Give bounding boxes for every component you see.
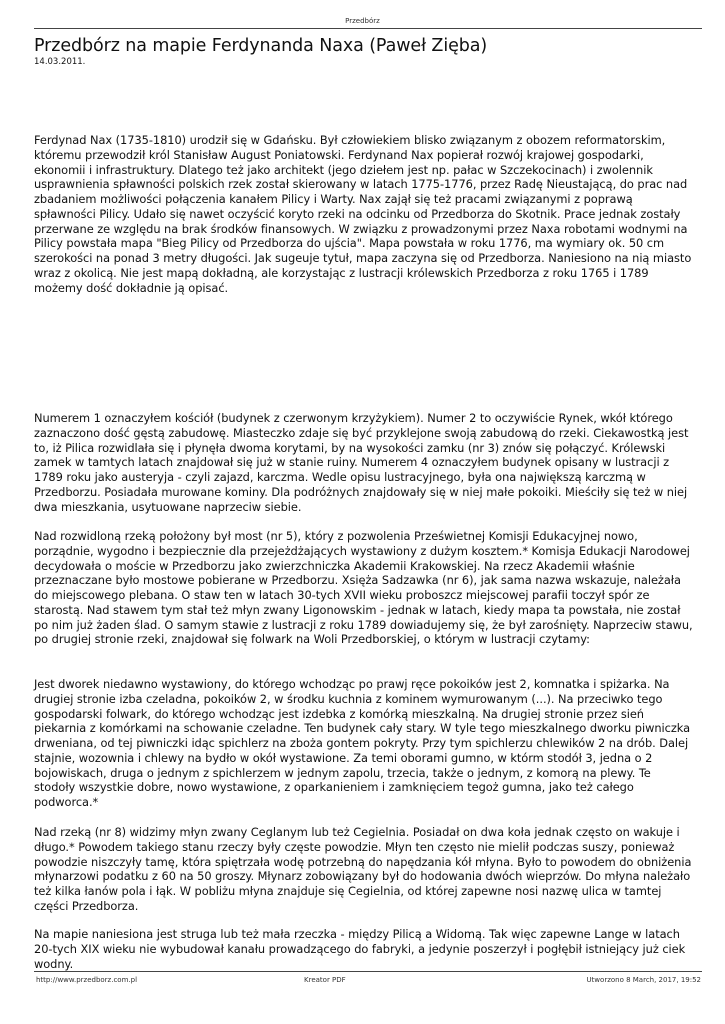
footer-url: http://www.przedborz.com.pl [36,976,138,984]
footer-rule [34,971,702,972]
footer-created: Utworzono 8 March, 2017, 19:52 [586,976,701,984]
article-paragraph: Ferdynad Nax (1735-1810) urodził się w Gdańsku. Był człowiekiem blisko związanym z obozem reformatorskim, któremu przewodził król Stanisław August Poniatowski. Ferdynand Nax popierał rozwój krajowej gospodarki, ekonomii i infrastruktury. Dlatego też jako architekt (jego dziełem jest np. pałac w Szczekocinach) i zwolennik usprawnienia spławności polskich rzek został skierowany w latach 1775-1776, przez Radę Nieustającą, do prac nad zbadaniem możliwości połączenia kanałem Pilicy i Warty. Nax zajął się też pracami związanymi z poprawą spławności Pilicy. Udało się nawet oczyścić koryto rzeki na odcinku od Przedborza do Skotnik. Prace jednak zostały przerwane ze względu na brak środków finansowych. W związku z prowadzonymi przez Naxa robotami wodnymi na Pilicy powstała mapa "Bieg Pilicy od Przedborza do ujścia". Mapa powstała w roku 1776, ma wymiary ok. 50 cm szerokości na ponad 3 metry długości. Jak sugeuje tytuł, mapa zaczyna się od Przedborza. Naniesiono na nią miasto wraz z okolicą. Nie jest mapą dokładną, ale korzystając z lustracji królewskich Przedborza z roku 1765 i 1789 możemy dość dokładnie ją opisać. [34,133,692,295]
article-paragraph: Nad rozwidloną rzeką położony był most (nr 5), który z pozwolenia Prześwietnej Komisji Edukacyjnej nowo, porządnie, wygodno i bezpiecznie dla przejeżdżających wystawiony z dużym kosztem.* Komisja Edukacji Narodowej decydowała o moście w Przedborzu jako zwierzchniczka Akademii Krakowskiej. Na rzecz Akademii właśnie przeznaczane było mostowe pobierane w Przedborzu. Xsięża Sadzawka (nr 6), jak sama nazwa wskazuje, należała do miejscowego plebana. O staw ten w latach 30-tych XVII wieku proboszcz miejscowej parafii toczył spór ze starostą. Nad stawem tym stał też młyn zwany Ligonowskim - jednak w latach, kiedy mapa ta powstała, nie został po nim już żaden ślad. O samym stawie z lustracji z roku 1789 dowiadujemy się, że był zarośnięty. Naprzeciw stawu, po drugiej stronie rzeki, znajdował się folwark na Woli Przedborskiej, o którym w lustracji czytamy: [34,529,693,647]
article-date: 14.03.2011. [34,57,86,67]
article-paragraph: Na mapie naniesiona jest struga lub też mała rzeczka - między Pilicą a Widomą. Tak więc zapewne Lange w latach 20-tych XIX wieku nie wybudował kanału prowadzącego do fabryki, a jedynie poszerzył i pogłębił istniejący już ciek wodny. [34,927,686,971]
footer-generator: Kreator PDF [304,976,346,984]
article-paragraph: Nad rzeką (nr 8) widzimy młyn zwany Ceglanym lub też Cegielnia. Posiadał on dwa koła jednak często on wakuje i długo.* Powodem takiego stanu rzeczy były częste powodzie. Młyn ten często nie mielił podczas suszy, ponieważ powodzie niszczyły tamę, która spiętrzała wodę potrzebną do napędzania kół młyna. Było to powodem do obniżenia młynarzowi podatku z 60 na 50 groszy. Młynarz zobowiązany był do hodowania dwóch wieprzów. Do młyna należało też kilka łanów pola i łąk. W pobliżu młyna znajduje się Cegielnia, od której zapewne nosi nazwę ulica w tamtej części Przedborza. [34,825,692,913]
article-paragraph: Numerem 1 oznaczyłem kościół (budynek z czerwonym krzyżykiem). Numer 2 to oczywiście Rynek, wkół którego zaznaczono dość gęstą zabudowę. Miasteczko zdaje się być przyklejone swoją zabudową do rzeki. Ciekawostką jest to, iż Pilica rozwidlała się i płynęła dwoma korytami, by na wysokości zamku (nr 3) znów się połączyć. Królewski zamek w tamtych latach znajdował się już w stanie ruiny. Numerem 4 oznaczyłem budynek opisany w lustracji z 1789 roku jako austeryja - czyli zajazd, karczma. Wedle opisu lustracyjnego, była ona największą karczmą w Przedborzu. Posiadała murowane kominy. Dla podróżnych znajdowały się w niej małe pokoiki. Mieściły się też w niej dwa mieszkania, usytuowane naprzeciw siebie. [34,411,689,514]
article-title: Przedbórz na mapie Ferdynanda Naxa (Paweł Zięba) [34,36,488,56]
header-rule [34,28,702,29]
running-head: Przedbórz [345,17,380,25]
article-paragraph-quote: Jest dworek niedawno wystawiony, do którego wchodząc po prawj ręce pokoików jest 2, komnatka i spiżarka. Na drugiej stronie izba czeladna, pokoików 2, w środku kuchnia z kominem wymurowanym (...). Na przeciwko tego gospodarski folwark, do którego wchodząc jest izdebka z komórką mieszkalną. Na drugiej stronie przez sień piekarnia z komórkami na schowanie czeladne. Ten budynek cały stary. W tyle tego mieszkalnego dworku piwniczka drweniana, od tej piwniczki idąc spichlerz na zboża gontem pokryty. Przy tym spichlerzu chlewików 2 na drób. Dalej stajnie, wozownia i chlewy na bydło w okół wystawione. Za temi oborami gumno, w którm stodół 3, jedna o 2 bojowiskach, druga o jednym z spichlerzem w jednym zapolu, trzecia, także o jednym, z komorą na plewy. Te stodoły wszystkie dobre, nowo wystawione, z oparkanieniem i zamknięciem tegoż gumna, jako też całego podworca.* [34,677,691,809]
